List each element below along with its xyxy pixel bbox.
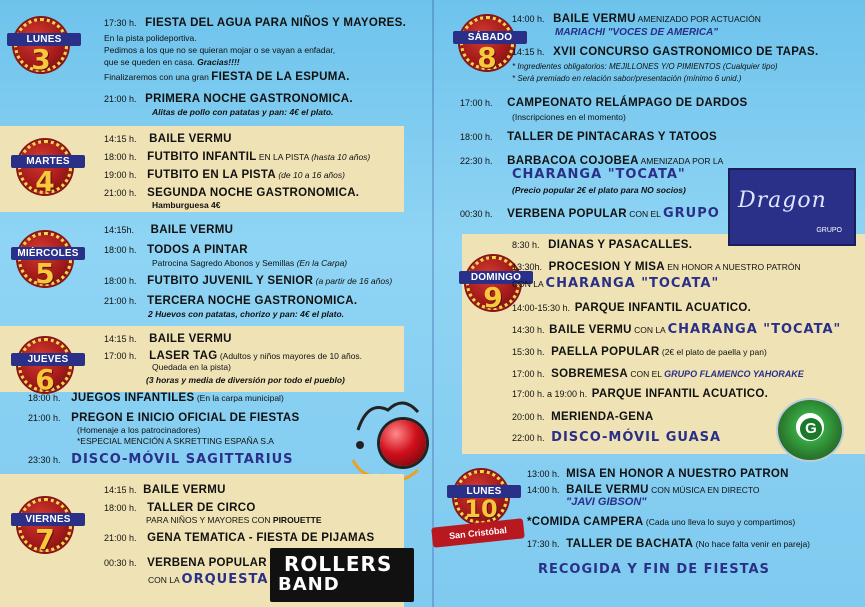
badge-num: 9: [483, 281, 503, 314]
day-badge-sabado-8: [460, 16, 514, 74]
event-time: 17:00 h. a 19:00 h.: [512, 389, 588, 399]
g-letter-icon: G: [800, 418, 822, 440]
event-time: 20:00 h.: [512, 412, 545, 422]
event-title: *COMIDA CAMPERA: [527, 516, 644, 528]
event-note: CHARANGA "TOCATA": [512, 167, 686, 182]
event-title: BAILE VERMU: [149, 133, 232, 145]
event-title: VERBENA POPULAR: [147, 557, 267, 569]
note-text: (En la carpa municipal): [194, 393, 284, 403]
event-title: FIESTA DEL AGUA PARA NIÑOS Y MAYORES.: [145, 17, 407, 29]
day-badge-miercoles-5: [17, 232, 79, 290]
badge-num: 7: [35, 523, 55, 556]
event-row: [512, 239, 692, 252]
event-row: [104, 187, 359, 200]
badge-day: MARTES: [11, 155, 85, 168]
event-time: 13:30h.: [512, 262, 543, 272]
event-time: 17:30 h.: [527, 539, 560, 549]
event-time: 14:15h.: [104, 225, 135, 235]
event-row: [104, 502, 256, 515]
event-row: [512, 46, 818, 59]
event-time: 18:00 h.: [104, 245, 137, 255]
event-title: SOBREMESA: [551, 368, 628, 380]
event-time: 17:00 h.: [104, 351, 137, 361]
san-cristobal-ribbon: San Cristóbal: [431, 518, 525, 548]
day-badge-martes-4: [18, 140, 72, 198]
left-column: [0, 0, 432, 607]
note-italic: (de 10 a 16 años): [275, 170, 345, 180]
note-bold: CHARANGA "TOCATA": [545, 276, 720, 291]
note-text: CON EL: [628, 369, 665, 379]
note-text: AMENIZADO POR ACTUACIÓN: [635, 14, 761, 24]
note-bold: GRUPO FLAMENCO YAHORAKE: [664, 369, 804, 379]
event-title: BAILE VERMU: [549, 324, 632, 336]
event-title: BARBACOA COJOBEA: [507, 155, 639, 167]
event-title: SEGUNDA NOCHE GASTRONOMICA.: [147, 187, 360, 199]
event-title: CAMPEONATO RELÁMPAGO DE DARDOS: [507, 97, 748, 109]
event-title: DISCO-MÓVIL SAGITTARIUS: [71, 452, 294, 467]
note-text: EN LA PISTA: [256, 152, 312, 162]
note-bold: PIROUETTE: [272, 515, 322, 525]
logo-small: GRUPO: [816, 227, 842, 234]
event-title: PRIMERA NOCHE GASTRONOMICA.: [145, 93, 353, 105]
event-title: JUEGOS INFANTILES: [71, 392, 195, 404]
event-time: 00:30 h.: [460, 209, 493, 219]
event-title: TERCERA NOCHE GASTRONOMICA.: [147, 295, 358, 307]
event-title: FIESTA DE LA ESPUMA.: [211, 71, 350, 83]
note-italic: (a partir de 16 años): [313, 276, 393, 286]
event-note: MARIACHI "VOCES DE AMERICA": [555, 27, 719, 38]
event-row: [527, 538, 810, 551]
day-badge-viernes-7: [18, 498, 72, 556]
event-time: 18:00 h.: [28, 393, 61, 403]
event-row: [104, 169, 345, 182]
note-text: (2€ el plato de paella y pan): [659, 347, 767, 357]
event-note: [146, 516, 322, 526]
event-time: 14:00 h.: [527, 485, 560, 495]
event-row: [104, 224, 233, 237]
note-bold: CHARANGA "TOCATA": [667, 322, 842, 337]
event-title: TALLER DE CIRCO: [147, 502, 256, 514]
event-row: [512, 368, 804, 381]
event-note: (Inscripciones en el momento): [512, 112, 626, 122]
event-note: Quedada en la pista): [152, 362, 231, 372]
event-time: 17:00 h.: [512, 369, 545, 379]
event-title: TODOS A PINTAR: [147, 244, 248, 256]
rollers-band-logo: [270, 548, 414, 602]
event-title: FUTBITO EN LA PISTA: [147, 169, 276, 181]
event-note: Hamburguesa 4€: [152, 200, 221, 210]
event-row: [148, 573, 268, 588]
event-title: PARQUE INFANTIL ACUATICO.: [591, 388, 769, 400]
event-row: [104, 133, 232, 146]
note-text: PARA NIÑOS Y MAYORES CON: [146, 515, 273, 525]
event-title: MERIENDA-GENA: [551, 411, 654, 423]
event-title: BAILE VERMU: [150, 224, 234, 236]
event-row: [460, 97, 747, 110]
event-title: DIANAS Y PASACALLES.: [548, 239, 693, 251]
event-row: [28, 412, 299, 425]
event-row: [512, 411, 653, 424]
event-note: Pedimos a los que no se quieran mojar o se vayan a enfadar,: [104, 45, 336, 55]
logo-text: BAND: [278, 574, 340, 595]
event-row: [104, 93, 353, 106]
logo-text: ROLLERS: [284, 552, 393, 576]
event-title: BAILE VERMU: [149, 333, 232, 345]
event-note: En la pista polideportiva.: [104, 33, 197, 43]
event-time: 18:00 h.: [104, 276, 137, 286]
event-time: 14:00 h.: [512, 14, 545, 24]
event-time: 21:00 h.: [104, 533, 137, 543]
event-row: [104, 350, 362, 363]
event-title: PARQUE INFANTIL ACUATICO.: [574, 302, 752, 314]
event-note: [152, 259, 347, 269]
event-row: [104, 557, 267, 570]
event-time: 22:30 h.: [460, 156, 493, 166]
event-row: [512, 302, 751, 315]
event-row: [104, 275, 392, 288]
column-divider: [432, 0, 434, 607]
event-title: GENA TEMATICA - FIESTA DE PIJAMAS: [147, 532, 375, 544]
event-title: PAELLA POPULAR: [551, 346, 660, 358]
badge-num: 10: [464, 495, 498, 523]
dragon-band-logo: [728, 168, 856, 246]
event-row: [104, 295, 357, 308]
note-bold: Gracias!!!!: [197, 57, 240, 67]
event-time: 13:00 h.: [527, 469, 560, 479]
badge-day: VIERNES: [11, 513, 85, 526]
event-time: 00:30 h.: [104, 558, 137, 568]
event-row: [28, 392, 284, 405]
event-note: (Precio popular 2€ el plato para NO socios): [512, 185, 686, 195]
event-time: 17:00 h.: [460, 98, 493, 108]
event-title: FUTBITO JUVENIL Y SENIOR: [147, 275, 314, 287]
note-text: CON EL: [626, 209, 663, 219]
event-row: [460, 207, 720, 222]
event-note: 2 Huevos con patatas, chorizo y pan: 4€ el plato.: [148, 309, 345, 319]
event-row: [512, 277, 719, 292]
day-badge-jueves-6: [18, 338, 72, 396]
event-title: ORQUESTA: [181, 572, 269, 587]
event-row: [527, 516, 795, 529]
event-row: [512, 388, 768, 401]
event-note: "JAVI GIBSON": [566, 496, 647, 508]
event-title: BAILE VERMU: [553, 13, 636, 25]
badge-num: 6: [35, 363, 55, 396]
note-text: CON MÚSICA EN DIRECTO: [648, 485, 760, 495]
event-note: (3 horas y media de diversión por todo el pueblo): [146, 375, 345, 385]
note-italic: (hasta 10 años): [311, 152, 371, 162]
note-italic: (En la Carpa): [296, 258, 348, 268]
event-row: [104, 532, 375, 545]
event-time: 18:00 h.: [104, 152, 137, 162]
event-title: DISCO-MÓVIL GUASA: [551, 430, 722, 445]
event-title: PREGON E INICIO OFICIAL DE FIESTAS: [71, 412, 300, 424]
swirl-dot: [356, 441, 364, 449]
event-note: *ESPECIAL MENCIÓN A SKRETTING ESPAÑA S.A: [77, 436, 274, 446]
badge-day: LUNES: [447, 485, 521, 498]
note-bold: GRUPO: [662, 206, 720, 221]
badge-num: 3: [31, 43, 51, 76]
event-time: 18:00 h.: [460, 132, 493, 142]
note-text: EN HONOR A NUESTRO PATRÓN: [664, 262, 801, 272]
event-time: 14:15 h.: [104, 134, 137, 144]
event-row: [460, 131, 717, 144]
badge-day: SÁBADO: [453, 31, 527, 44]
closing-event: RECOGIDA Y FIN DE FIESTAS: [538, 562, 770, 577]
event-title: XVII CONCURSO GASTRONOMICO DE TAPAS.: [553, 46, 819, 58]
event-row: [512, 261, 801, 274]
event-time: 21:00 h.: [104, 94, 137, 104]
event-time: 14:30 h.: [512, 325, 545, 335]
event-time: 14:00-15:30 h.: [512, 303, 571, 313]
event-title: FUTBITO INFANTIL: [147, 151, 257, 163]
event-row: [104, 151, 370, 164]
day-badge-lunes-3: [14, 18, 68, 76]
event-row: [28, 453, 294, 468]
event-row: [512, 13, 761, 26]
badge-day: MIÉRCOLES: [11, 247, 85, 260]
event-time: 21:00 h.: [104, 188, 137, 198]
event-title: VERBENA POPULAR: [507, 208, 627, 220]
event-title: LASER TAG: [149, 350, 218, 362]
event-note: * Ingredientes obligatorios: MEJILLONES Y/O PIMIENTOS (Cualquier tipo): [512, 62, 778, 71]
event-title: BAILE VERMU: [566, 484, 649, 496]
note-text: que se queden en casa.: [104, 57, 198, 67]
event-row: [104, 484, 226, 497]
event-title: TALLER DE BACHATA: [566, 538, 694, 550]
event-row: [104, 244, 248, 257]
event-title: TALLER DE PINTACARAS Y TATOOS: [507, 131, 717, 143]
event-title: BAILE VERMU: [143, 484, 226, 496]
event-row: [104, 71, 350, 84]
event-note: * Será premiado en relación sabor/presentación (mínimo 6 unid.): [512, 74, 742, 83]
disco-ball-icon: [380, 420, 426, 466]
event-time: 21:00 h.: [104, 296, 137, 306]
event-row: [104, 333, 232, 346]
badge-day: JUEVES: [11, 353, 85, 366]
note-text: (Cada uno lleva lo suyo y compartimos): [643, 517, 796, 527]
event-time: 14:15 h.: [512, 47, 545, 57]
note-text: CON LA: [148, 575, 182, 585]
badge-num: 4: [35, 165, 55, 198]
event-time: 14:15 h.: [104, 334, 137, 344]
event-title: MISA EN HONOR A NUESTRO PATRON: [566, 468, 789, 480]
badge-num: 5: [35, 257, 55, 290]
badge-num: 8: [477, 41, 497, 74]
note-text: CON LA: [631, 325, 668, 335]
event-row: [512, 346, 767, 359]
badge-day: LUNES: [7, 33, 81, 46]
guasa-logo: [776, 398, 844, 462]
note-text: (No hace falta venir en pareja): [693, 539, 810, 549]
event-note: (Homenaje a los patrocinadores): [77, 425, 201, 435]
event-row: [512, 323, 841, 338]
event-time: 14:15 h.: [104, 485, 137, 495]
event-note: Alitas de pollo con patatas y pan: 4€ el plato.: [152, 107, 334, 117]
note-text: AMENIZADA POR LA: [638, 156, 724, 166]
event-time: 17:30 h.: [104, 18, 137, 28]
badge-day: DOMINGO: [459, 271, 533, 284]
event-note: [104, 58, 240, 68]
event-row: [512, 431, 721, 446]
event-time: 21:00 h.: [28, 413, 61, 423]
note-text: Finalizaremos con una gran: [104, 72, 212, 82]
event-time: 18:00 h.: [104, 503, 137, 513]
event-row: [527, 468, 789, 481]
note-text: (Adultos y niños mayores de 10 años.: [217, 351, 363, 361]
logo-text: Dragon: [738, 188, 827, 213]
note-text: Patrocina Sagredo Abonos y Semillas: [152, 258, 297, 268]
event-time: 8:30 h.: [512, 240, 540, 250]
day-badge-lunes-10: [454, 470, 508, 524]
note-text: CON LA: [512, 279, 546, 289]
event-row: [104, 17, 406, 30]
event-time: 19:00 h.: [104, 170, 137, 180]
event-time: 23:30 h.: [28, 455, 61, 465]
event-time: 15:30 h.: [512, 347, 545, 357]
event-title: PROCESION Y MISA: [548, 261, 665, 273]
event-time: 22:00 h.: [512, 433, 545, 443]
